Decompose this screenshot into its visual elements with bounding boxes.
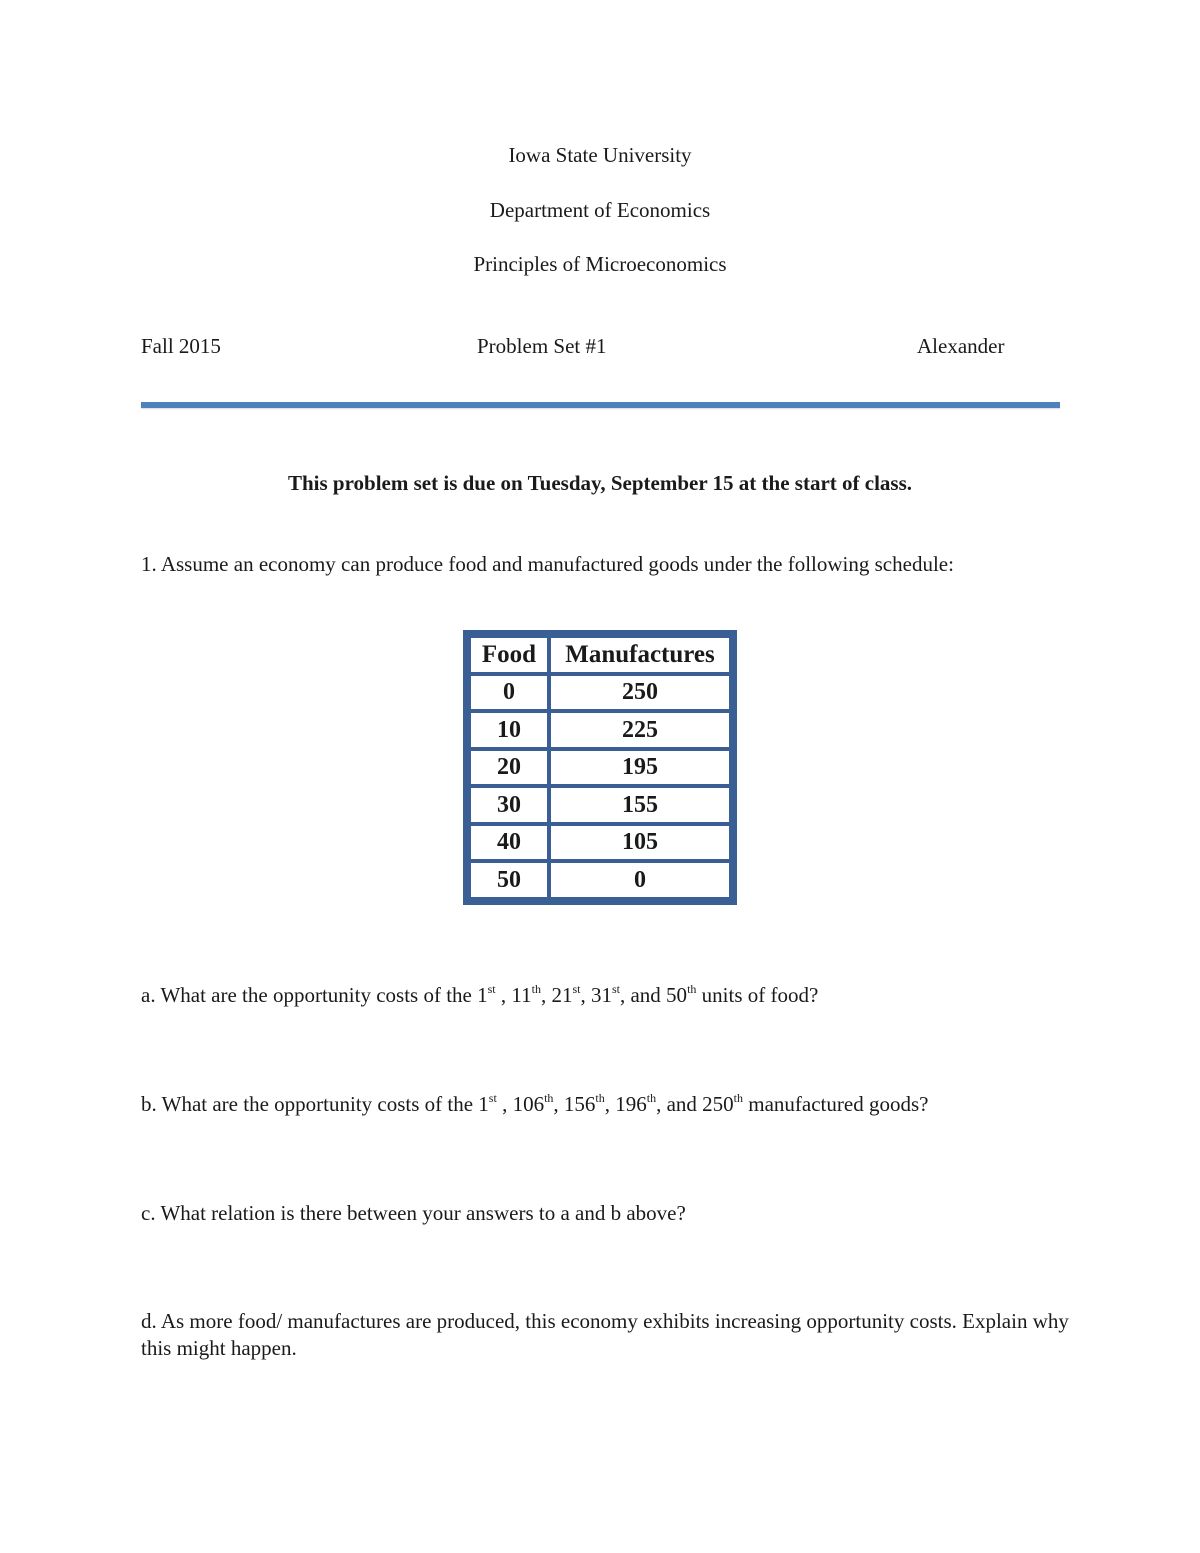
q1a-ordinal: st (572, 982, 581, 996)
q1b-text: manufactured goods? (743, 1092, 929, 1116)
table-row (471, 751, 729, 785)
table-cell-manufactures: 0 (551, 863, 729, 897)
table-row (471, 826, 729, 860)
q1a-ordinal: st (487, 982, 496, 996)
meta-row (141, 333, 1021, 359)
table-cell-manufactures: 225 (551, 713, 729, 747)
table-cell-manufactures: 105 (551, 826, 729, 860)
table-cell-food: 50 (471, 863, 547, 897)
question-1b (141, 1091, 1071, 1118)
table-row (471, 713, 729, 747)
production-schedule-table (463, 630, 737, 905)
q1a-text: , and 50 (619, 983, 688, 1007)
table-cell-food: 20 (471, 751, 547, 785)
table-cell-food: 10 (471, 713, 547, 747)
q1a-ordinal: th (531, 982, 541, 996)
q1a-text: units of food? (696, 983, 819, 1007)
table-cell-manufactures: 195 (551, 751, 729, 785)
university-name: Iowa State University (508, 143, 692, 167)
q1a-text: , 21 (540, 983, 573, 1007)
table-cell-manufactures: 250 (551, 676, 729, 710)
q1b-ordinal: th (595, 1091, 605, 1105)
q1a-text: , 31 (580, 983, 612, 1007)
q1b-text: b. What are the opportunity costs of the 1 (141, 1092, 489, 1116)
question-1-prompt: 1. Assume an economy can produce food and manufactured goods under the following schedule: (141, 552, 954, 576)
q1b-text: , and 250 (656, 1092, 734, 1116)
header-divider (141, 402, 1060, 408)
term-label: Fall 2015 (141, 334, 221, 358)
q1a-text: , 11 (495, 983, 532, 1007)
assignment-title: Problem Set #1 (477, 334, 607, 358)
q1b-ordinal: th (544, 1091, 554, 1105)
q1b-ordinal: th (646, 1091, 657, 1105)
table-row (471, 676, 729, 710)
q1b-text: , 156 (553, 1092, 596, 1116)
due-notice: This problem set is due on Tuesday, September 15 at the start of class. (287, 471, 913, 495)
table-cell-food: 30 (471, 788, 547, 822)
table-row (471, 788, 729, 822)
instructor-name: Alexander (917, 334, 1005, 358)
q1a-ordinal: st (611, 982, 620, 996)
course-name: Principles of Microeconomics (473, 252, 727, 276)
q1b-ordinal: th (733, 1091, 744, 1105)
question-1c: c. What relation is there between your answers to a and b above? (141, 1201, 686, 1225)
q1b-ordinal: st (488, 1091, 497, 1105)
table-header-row (471, 638, 729, 672)
table-row (471, 863, 729, 897)
q1a-ordinal: th (687, 982, 697, 996)
table-header-food: Food (471, 638, 547, 672)
table-header-manufactures: Manufactures (551, 638, 729, 672)
department-name: Department of Economics (489, 198, 711, 222)
question-1d: d. As more food/ manufactures are produced, this economy exhibits increasing opportunity costs. Explain why this might happen. (141, 1309, 1069, 1360)
q1b-text: , 196 (604, 1092, 647, 1116)
table-cell-food: 0 (471, 676, 547, 710)
q1b-text: , 106 (496, 1092, 545, 1116)
table-cell-food: 40 (471, 826, 547, 860)
question-1a (141, 982, 1071, 1009)
table-cell-manufactures: 155 (551, 788, 729, 822)
q1a-text: a. What are the opportunity costs of the 1 (141, 983, 488, 1007)
